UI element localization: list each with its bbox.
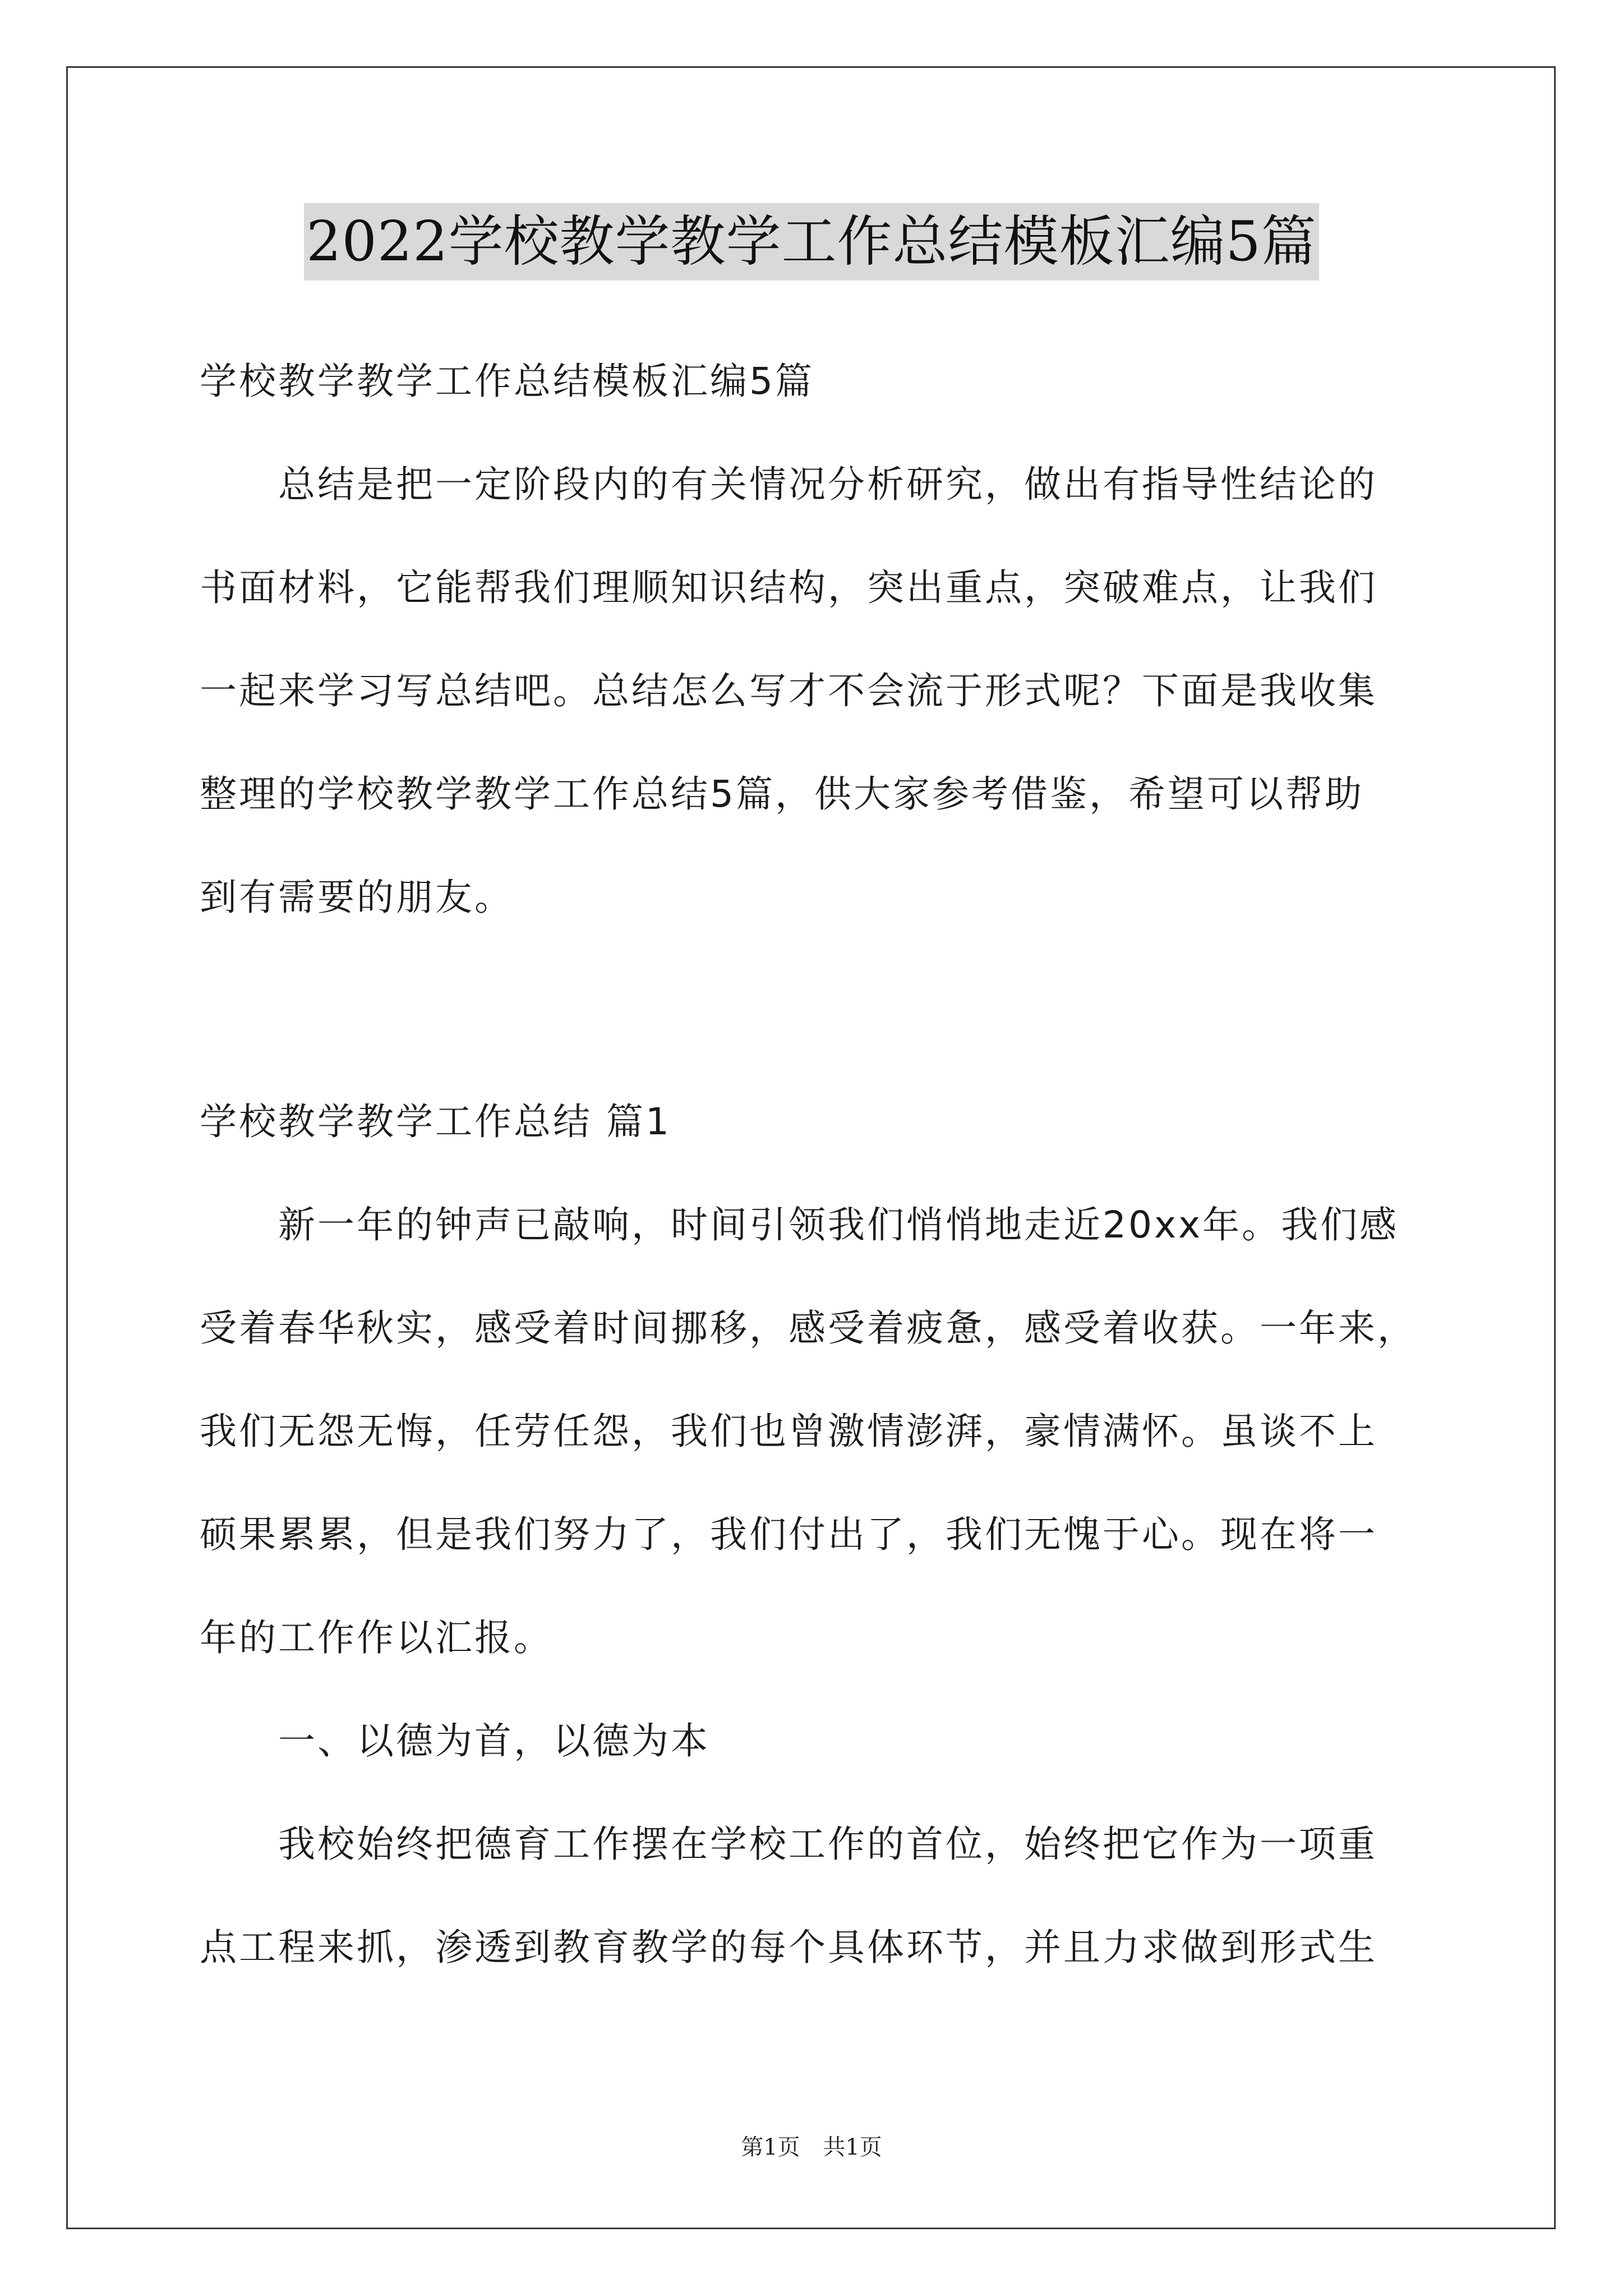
- para2-line: 点工程来抓，渗透到教育教学的每个具体环节，并且力求做到形式生: [200, 1926, 1377, 1969]
- page-total: 共1页: [823, 2134, 882, 2160]
- section-para-line: 新一年的钟声已敲响，时间引领我们悄悄地走近20xx年。我们感: [278, 1203, 1399, 1246]
- section-heading: 学校教学教学工作总结 篇1: [200, 1100, 671, 1143]
- section-para-line: 年的工作作以汇报。: [200, 1616, 553, 1659]
- section-para-line: 受着春华秋实，感受着时间挪移，感受着疲惫，感受着收获。一年来，: [200, 1306, 1417, 1350]
- intro-line: 总结是把一定阶段内的有关情况分析研究，做出有指导性结论的: [278, 463, 1377, 506]
- title-container: [0, 203, 1623, 280]
- section-para-line: 我们无怨无悔，任劳任怨，我们也曾激情澎湃，豪情满怀。虽谈不上: [200, 1410, 1377, 1453]
- section-para-line: 硕果累累，但是我们努力了，我们付出了，我们无愧于心。现在将一: [200, 1513, 1377, 1556]
- subheading: 一、以德为首，以德为本: [278, 1719, 710, 1763]
- intro-line: 到有需要的朋友。: [200, 876, 514, 919]
- page-footer: [0, 2129, 1623, 2161]
- page-number: 第1页: [741, 2134, 800, 2160]
- para2-line: 我校始终把德育工作摆在学校工作的首位，始终把它作为一项重: [278, 1823, 1377, 1866]
- document-title: 2022学校教学教学工作总结模板汇编5篇: [304, 203, 1319, 280]
- document-subtitle: 学校教学教学工作总结模板汇编5篇: [200, 360, 814, 403]
- intro-line: 书面材料，它能帮我们理顺知识结构，突出重点，突破难点，让我们: [200, 566, 1377, 609]
- intro-line: 一起来学习写总结吧。总结怎么写才不会流于形式呢？下面是我收集: [200, 669, 1377, 712]
- intro-line: 整理的学校教学教学工作总结5篇，供大家参考借鉴，希望可以帮助: [200, 772, 1364, 816]
